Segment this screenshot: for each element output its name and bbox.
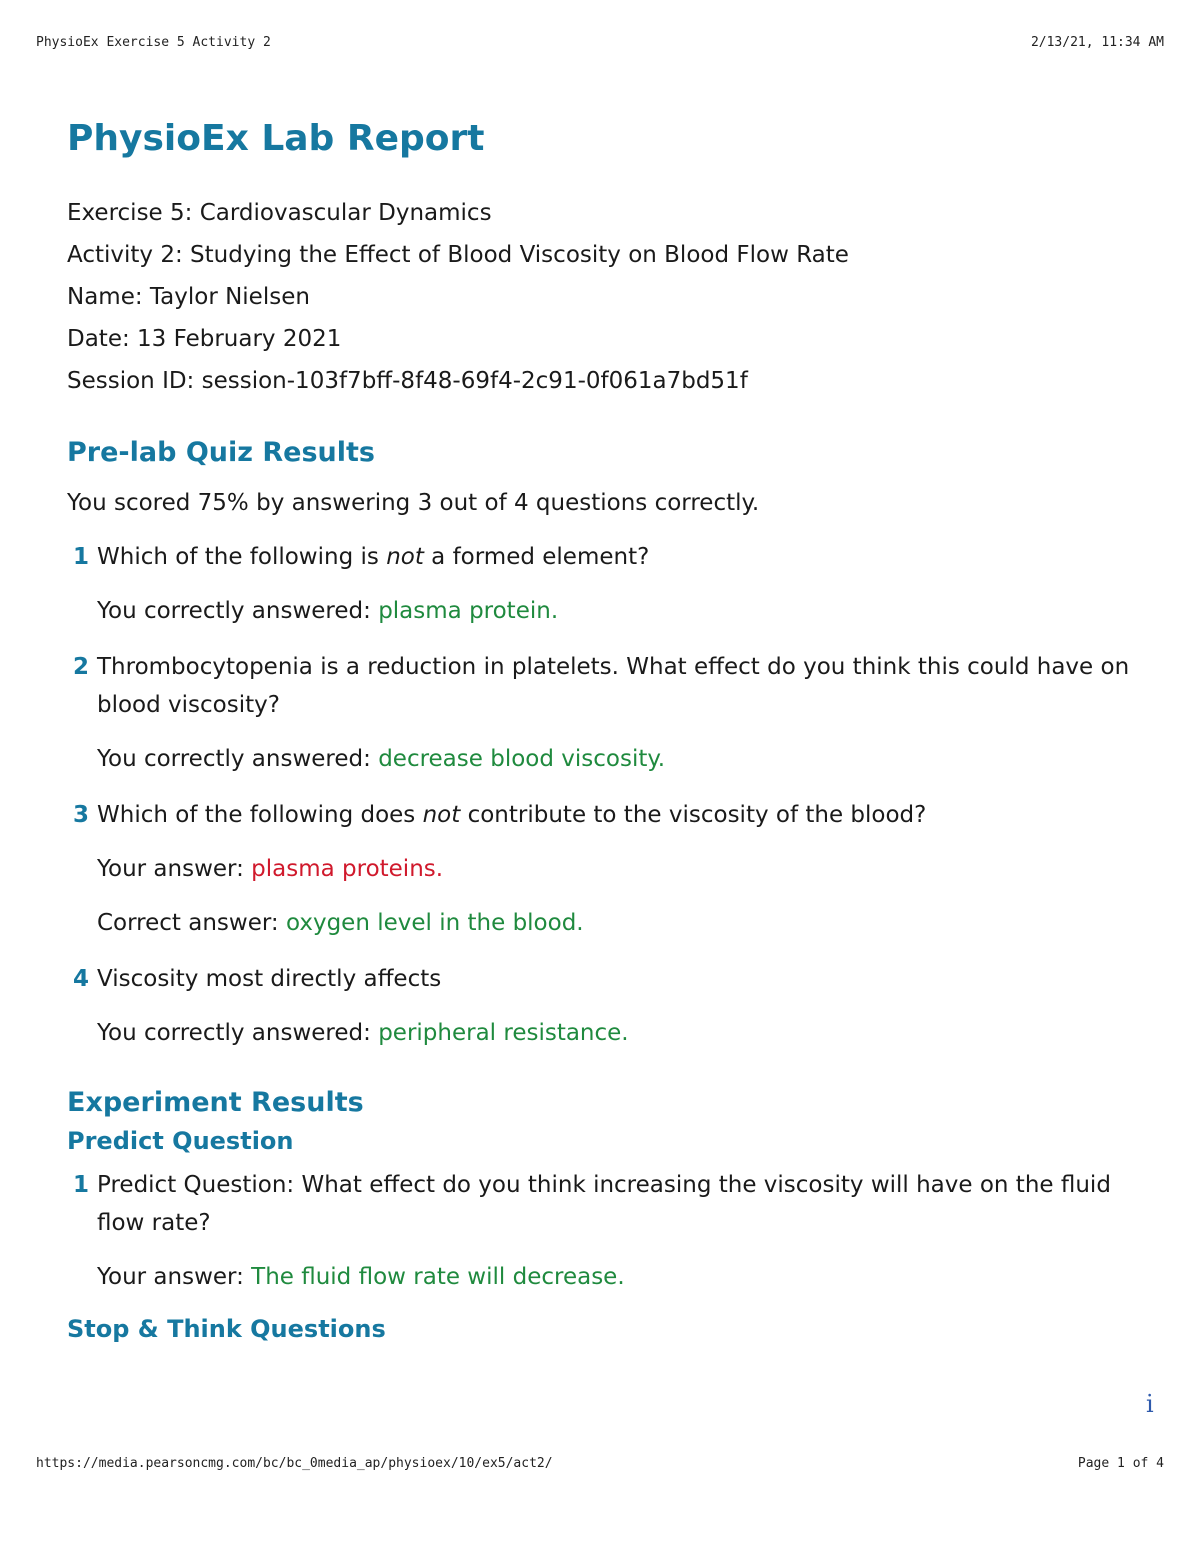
print-header: [36, 35, 1164, 50]
print-footer-url: https://media.pearsoncmg.com/bc/bc_0media_ap/physioex/10/ex5/act2/: [36, 1456, 553, 1471]
quiz-score: You scored 75% by answering 3 out of 4 questions correctly.: [67, 490, 760, 516]
question-number: 4: [72, 966, 89, 992]
question-number: 2: [72, 654, 89, 680]
print-header-title: PhysioEx Exercise 5 Activity 2: [36, 35, 271, 50]
info-icon[interactable]: i: [1146, 1390, 1154, 1418]
question-number: 1: [72, 544, 89, 570]
predict-heading: Predict Question: [67, 1127, 294, 1155]
quiz-question-1: [67, 538, 1147, 576]
question-text: [89, 796, 1147, 834]
correct-answer-text: peripheral resistance.: [378, 1020, 629, 1046]
question-text-part: Which of the following is: [97, 544, 387, 570]
predict-question-1: [67, 1166, 1147, 1242]
answer-label: You correctly answered:: [97, 746, 379, 772]
stop-think-heading: Stop & Think Questions: [67, 1315, 386, 1343]
quiz-question-2: [67, 648, 1147, 724]
print-header-timestamp: 2/13/21, 11:34 AM: [1030, 35, 1164, 50]
quiz-answer-2: [97, 740, 1147, 778]
name-line: Name: Taylor Nielsen: [67, 284, 310, 310]
quiz-question-4: [67, 960, 1147, 998]
question-text-part: Which of the following does: [97, 802, 423, 828]
answer-label: Correct answer:: [97, 910, 286, 936]
quiz-correct-answer-3: [97, 904, 1147, 942]
correct-answer-text: oxygen level in the blood.: [286, 910, 584, 936]
activity-line: Activity 2: Studying the Effect of Blood Viscosity on Blood Flow Rate: [67, 242, 849, 268]
question-number: 3: [72, 802, 89, 828]
exercise-line: Exercise 5: Cardiovascular Dynamics: [67, 200, 492, 226]
answer-label: Your answer:: [97, 1264, 252, 1290]
question-emphasis: not: [422, 802, 461, 828]
question-text-part: contribute to the viscosity of the blood?: [460, 802, 927, 828]
incorrect-answer-text: plasma proteins.: [251, 856, 444, 882]
question-text: Thrombocytopenia is a reduction in platelets. What effect do you think this could have on blood viscosity?: [97, 654, 1130, 718]
question-text: [89, 538, 1147, 576]
question-text: Predict Question: What effect do you think increasing the viscosity will have on the fluid flow rate?: [97, 1172, 1111, 1236]
prelab-heading: Pre-lab Quiz Results: [67, 437, 375, 468]
question-text: Viscosity most directly affects: [97, 966, 442, 992]
experiment-heading: Experiment Results: [67, 1087, 364, 1118]
quiz-answer-1: [97, 592, 1147, 630]
answer-text: The fluid flow rate will decrease.: [251, 1264, 625, 1290]
answer-label: You correctly answered:: [97, 1020, 379, 1046]
quiz-question-3: [67, 796, 1147, 834]
correct-answer-text: plasma protein.: [378, 598, 559, 624]
report-content: [67, 112, 1147, 1346]
answer-label: You correctly answered:: [97, 598, 379, 624]
date-line: Date: 13 February 2021: [67, 326, 342, 352]
print-footer-page: Page 1 of 4: [1077, 1456, 1164, 1471]
session-line: Session ID: session-103f7bff-8f48-69f4-2c91-0f061a7bd51f: [67, 368, 748, 394]
answer-label: Your answer:: [97, 856, 252, 882]
correct-answer-text: decrease blood viscosity.: [378, 746, 666, 772]
predict-answer-1: [97, 1258, 1147, 1296]
question-text-part: a formed element?: [423, 544, 650, 570]
quiz-your-answer-3: [97, 850, 1147, 888]
quiz-answer-4: [97, 1014, 1147, 1052]
print-footer: [36, 1456, 1164, 1471]
question-emphasis: not: [386, 544, 424, 570]
question-number: 1: [72, 1172, 89, 1198]
page-title: PhysioEx Lab Report: [67, 118, 485, 159]
